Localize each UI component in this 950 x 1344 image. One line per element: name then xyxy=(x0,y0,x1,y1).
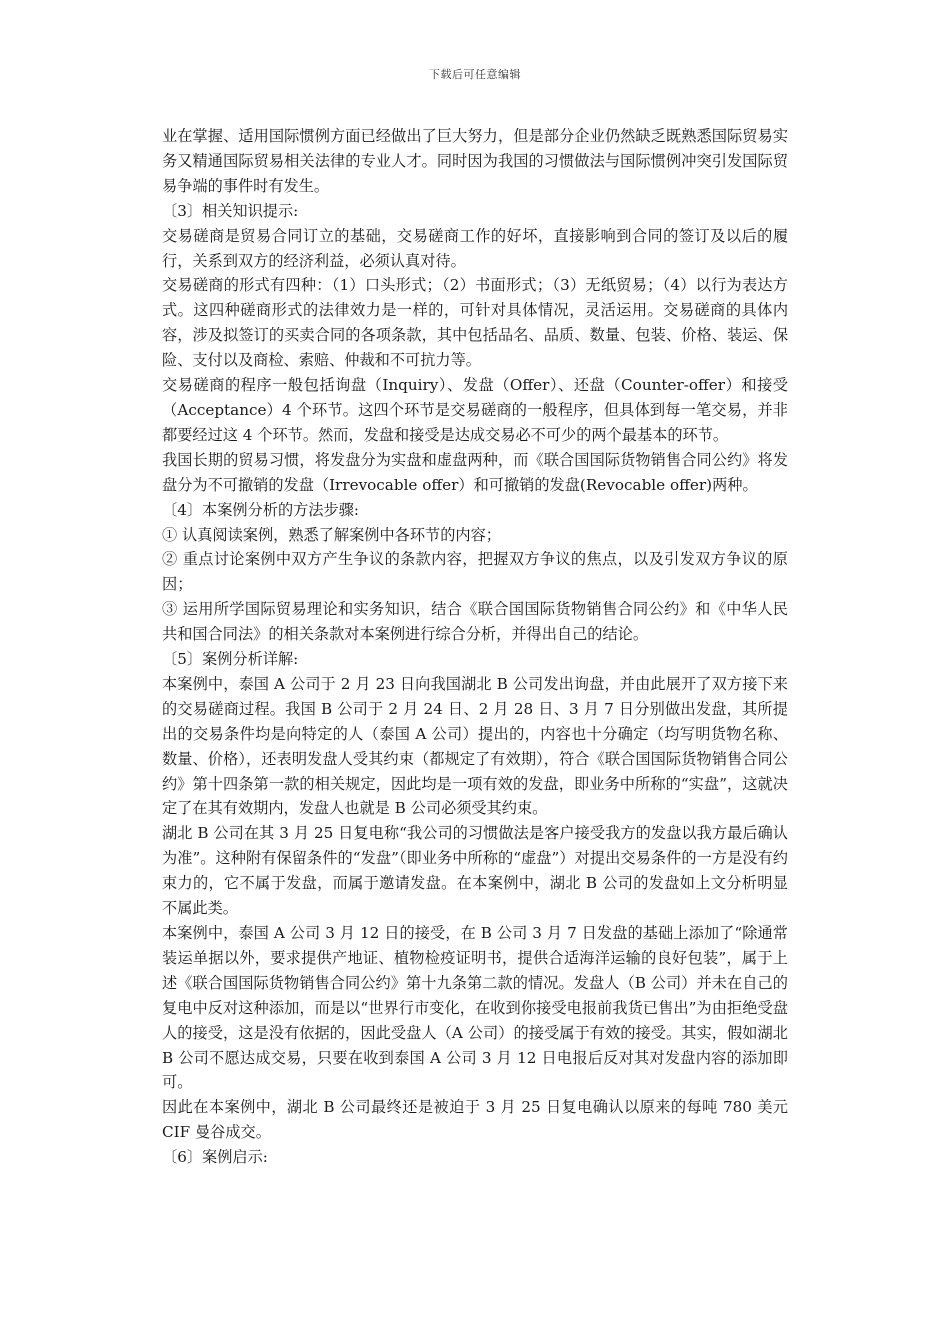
method-step-1: ① 认真阅读案例，熟悉了解案例中各环节的内容； xyxy=(162,525,501,544)
paragraph-intro-continuation: 业在掌握、适用国际惯例方面已经做出了巨大努力，但是部分企业仍然缺乏既熟悉国际贸易实务又精通国际贸易相关法律的专业人才。同时因为我国的习惯做法与国际惯例冲突引发国际贸易争端的事件时有发生。 xyxy=(162,127,788,195)
section-heading-4: 〔4〕本案例分析的方法步骤: xyxy=(162,500,360,519)
page-header: 下载后可任意编辑 xyxy=(429,68,521,81)
paragraph-case-conclusion: 因此在本案例中，湖北 B 公司最终还是被迫于 3 月 25 日复电确认以原来的每吨 780 美元 CIF 曼谷成交。 xyxy=(162,1098,788,1142)
document-body xyxy=(162,124,788,1170)
paragraph-case-analysis-2: 湖北 B 公司在其 3 月 25 日复电称“我公司的习惯做法是客户接受我方的发盘以我方最后确认为准”。这种附有保留条件的“发盘”（即业务中所称的“虚盘”）对提出交易条件的一方是没有约束力的，它不属于发盘，而属于邀请发盘。在本案例中，湖北 B 公司的发盘如上文分析明显不属此类。 xyxy=(162,824,788,918)
method-step-3: ③ 运用所学国际贸易理论和实务知识，结合《联合国国际货物销售合同公约》和《中华人民共和国合同法》的相关条款对本案例进行综合分析，并得出自己的结论。 xyxy=(162,600,788,644)
paragraph-case-analysis-3: 本案例中，泰国 A 公司 3 月 12 日的接受，在 B 公司 3 月 7 日发盘的基础上添加了“除通常装运单据以外，要求提供产地证、植物检疫证明书，提供合适海洋运输的良好包装”，属于上述《联合国国际货物销售合同公约》第十九条第二款的情况。发盘人（B 公司）并未在自己的复电中反对这种添加，而是以“世界行市变化，在收到你接受电报前我货已售出”为由拒绝受盘人的接受，这是没有依据的，因此受盘人（A 公司）的接受属于有效的接受。其实，假如湖北 B 公司不愿达成交易，只要在收到泰国 A 公司 3 月 12 日电报后反对其对发盘内容的添加即可。 xyxy=(162,924,788,1092)
paragraph-negotiation-basis: 交易磋商是贸易合同订立的基础，交易磋商工作的好坏，直接影响到合同的签订及以后的履行，关系到双方的经济利益，必须认真对待。 xyxy=(162,226,788,270)
method-step-2: ② 重点讨论案例中双方产生争议的条款内容，把握双方争议的焦点，以及引发双方争议的原因； xyxy=(162,550,788,594)
section-heading-6: 〔6〕案例启示: xyxy=(162,1148,268,1167)
paragraph-case-analysis-1: 本案例中，泰国 A 公司于 2 月 23 日向我国湖北 B 公司发出询盘，并由此展开了双方接下来的交易磋商过程。我国 B 公司于 2 月 24 日、2 月 28 日、3 月 7 日分别做出发盘，其所提出的交易条件均是向特定的人（泰国 A 公司）提出的，内容也十分确定（均写明货物名称、数量、价格），还表明发盘人受其约束（都规定了有效期），符合《联合国国际货物销售合同公约》第十四条第一款的相关规定，因此均是一项有效的发盘，即业务中所称的“实盘”，这就决定了在其有效期内，发盘人也就是 B 公司必须受其约束。 xyxy=(162,674,788,818)
paragraph-offer-types: 我国长期的贸易习惯，将发盘分为实盘和虚盘两种，而《联合国国际货物销售合同公约》将发盘分为不可撤销的发盘（Irrevocable offer）和可撤销的发盘(Revocable offer)两种。 xyxy=(162,450,788,494)
section-heading-5: 〔5〕案例分析详解: xyxy=(162,650,299,669)
section-heading-3: 〔3〕相关知识提示: xyxy=(162,201,299,220)
paragraph-negotiation-forms: 交易磋商的形式有四种：（1）口头形式；（2）书面形式；（3）无纸贸易；（4）以行为表达方式。这四种磋商形式的法律效力是一样的，可针对具体情况，灵活运用。交易磋商的具体内容，涉及拟签订的买卖合同的各项条款，其中包括品名、品质、数量、包装、价格、装运、保险、支付以及商检、索赔、仲裁和不可抗力等。 xyxy=(162,276,788,370)
paragraph-negotiation-procedure: 交易磋商的程序一般包括询盘（Inquiry）、发盘（Offer）、还盘（Counter-offer）和接受（Acceptance）4 个环节。这四个环节是交易磋商的一般程序，但具体到每一笔交易，并非都要经过这 4 个环节。然而，发盘和接受是达成交易必不可少的两个最基本的环节。 xyxy=(162,376,788,444)
